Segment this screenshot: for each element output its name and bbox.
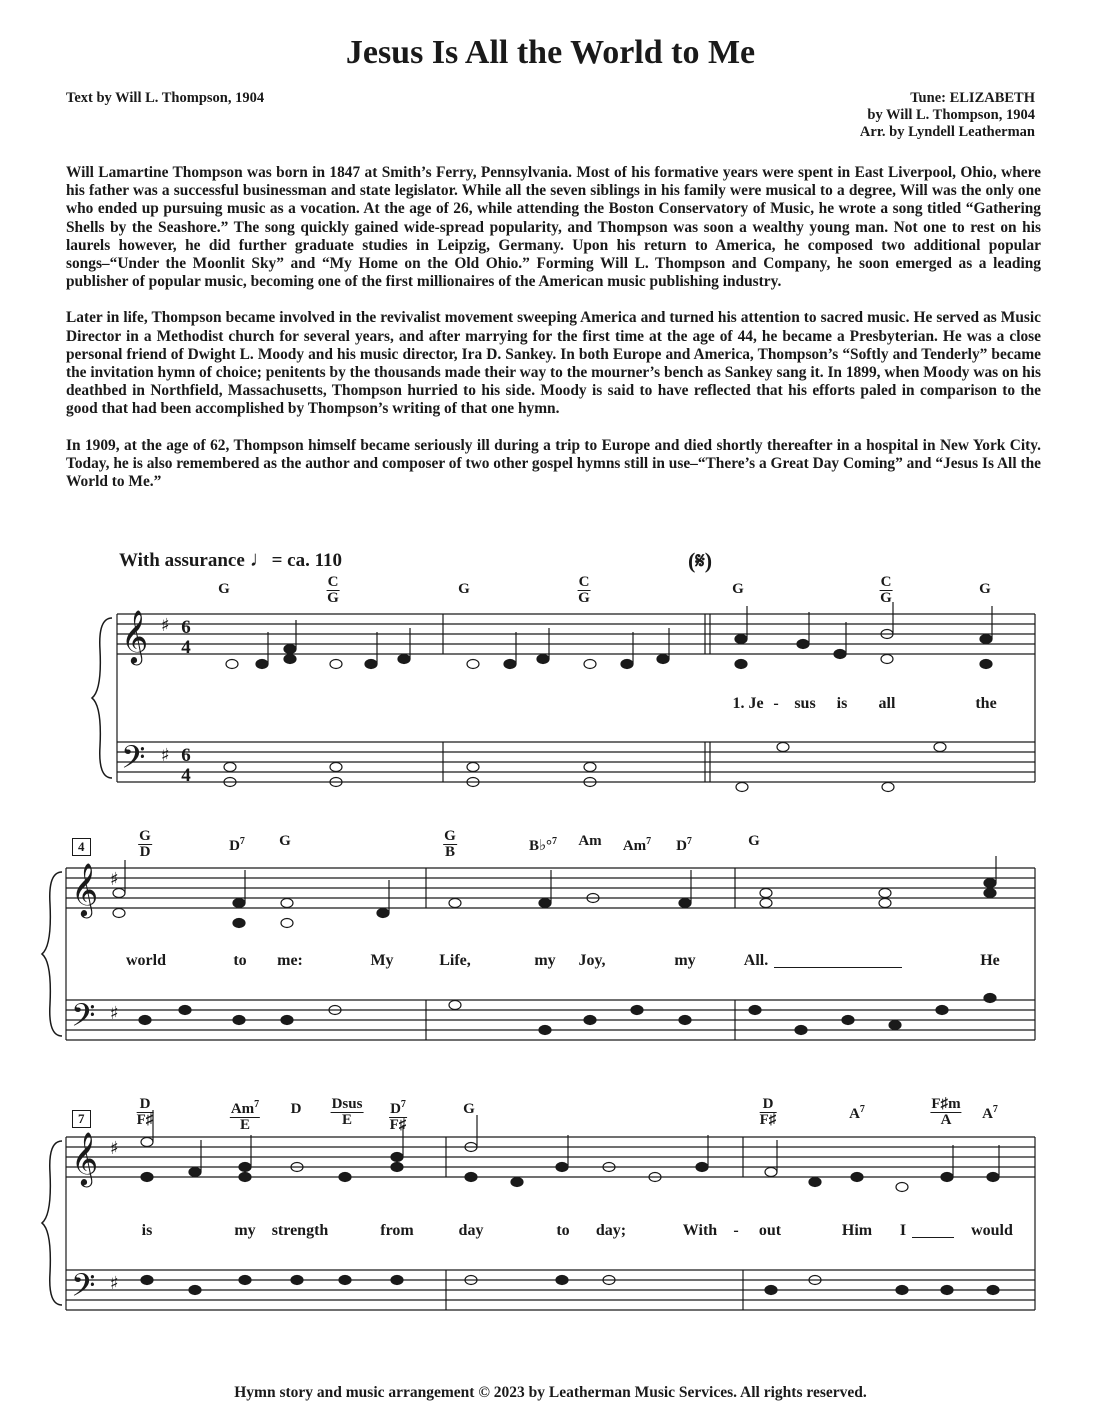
- note-head: [941, 1173, 953, 1182]
- chord-symbol: $\frac{G}{D}$: [139, 828, 151, 860]
- note-head: [735, 660, 747, 669]
- note-head: [679, 899, 691, 908]
- lyric-extender: [774, 967, 902, 968]
- chord-symbol: $\frac{D^7}{F♯}$: [389, 1099, 407, 1133]
- lyric-syllable: my: [674, 952, 696, 969]
- chord-symbol: $\frac{C}{G}$: [327, 574, 339, 606]
- chord-symbol: G: [748, 833, 760, 849]
- lyric-syllable: He: [980, 952, 1000, 969]
- system-braces: [42, 618, 112, 1305]
- lyric-syllable: My: [370, 952, 394, 969]
- key-signature-sharp-icon: ♯: [161, 615, 170, 636]
- lyric-extender: [912, 1237, 954, 1238]
- tempo-text: With assurance: [119, 550, 245, 571]
- note-head: [391, 1163, 403, 1172]
- note-head: [330, 763, 342, 772]
- note-head: [987, 1173, 999, 1182]
- note-head: [795, 1026, 807, 1035]
- story-paragraph: Later in life, Thompson became involved in the revivalist movement sweeping America and turned his attention to sacred music. He served as Music Director in a Methodist church for several years, and after marrying for the first time at the age of 44, he became a Presbyterian. He was a close personal friend of Dwight L. Moody and his music director, Ira D. Sankey. In both Europe and America, Thompson’s “Softly and Tenderly” became the invitation hymn of choice; penitents by the thousands made their way to the mourner’s bench as Sankey sang it. In 1899, when Moody was on his deathbed in Northfield, Massachusetts, Thompson hurried to his side. Moody is said to have reflected that his efforts paled in comparison to the good that had been accomplished by Thompson’s writing of that one hymn.: [66, 309, 1041, 418]
- note-head: [936, 1006, 948, 1015]
- bass-clef-icon: 𝄢: [71, 1267, 96, 1311]
- quarter-note-icon: ♩: [249, 546, 272, 571]
- story-paragraph: In 1909, at the age of 62, Thompson himself became seriously ill during a trip to Europe and died shortly thereafter in a hospital in New York City. Today, he is also remembered as the author and composer of two other gospel hymns still in use–“There’s a Great Day Coming” and “Jesus Is All the World to Me.”: [66, 436, 1041, 491]
- note-head: [984, 879, 996, 888]
- note-head: [842, 1016, 854, 1025]
- lyric-syllable: would: [971, 1222, 1013, 1239]
- system-1-staves: [117, 614, 1035, 782]
- lyric-syllable: all: [878, 695, 896, 712]
- note-head: [584, 660, 596, 669]
- note-head: [980, 660, 992, 669]
- note-head: [657, 655, 669, 664]
- note-head: [377, 909, 389, 918]
- time-signature: [181, 617, 191, 786]
- note-head: [980, 635, 992, 644]
- note-head: [233, 1016, 245, 1025]
- page-title: Jesus Is All the World to Me: [345, 34, 756, 71]
- note-head: [984, 994, 996, 1003]
- lyric-syllable: out: [758, 1222, 782, 1239]
- chord-symbol: $A^7$: [982, 1104, 998, 1122]
- chord-symbol: D: [290, 1101, 302, 1117]
- story-paragraph: Will Lamartine Thompson was born in 1847 at Smith’s Ferry, Pennsylvania. Most of his formative years were spent in East Liverpool, Ohio, where his father was a successful businessman and state legislator. While all the seven siblings in his family were musical to a degree, Will was the only one who ended up pursuing music as a vocation. At the age of 26, while attending the Boston Conservatory of Music, he wrote a song titled “Gathering Shells by the Seashore.” The song quickly gained wide-spread popularity, and Thompson was soon a wealthy young man. Not one to rest on his laurels however, he did further graduate studies in Leipzig, Germany. Upon his return to America, he composed two additional popular songs–“Under the Moonlit Sky” and “My Home on the Old Ohio.” Forming Will L. Thompson and Company, he soon emerged as a leading publisher of popular music, becoming one of the first millionaires of the American music publishing industry.: [66, 164, 1041, 291]
- note-head: [113, 909, 125, 918]
- measure-number: 7: [72, 1110, 91, 1128]
- note-head: [391, 1276, 403, 1285]
- note-head: [467, 763, 479, 772]
- lyric-syllable: is: [141, 1222, 153, 1239]
- key-signature-sharp-icon: ♯: [110, 1273, 119, 1294]
- note-head: [141, 1276, 153, 1285]
- note-head: [511, 1178, 523, 1187]
- note-head: [281, 919, 293, 928]
- note-head: [696, 1163, 708, 1172]
- lyric-syllable: Joy,: [578, 952, 606, 969]
- note-head: [797, 640, 809, 649]
- note-head: [449, 1001, 461, 1010]
- segno-sign: (𝄋): [688, 548, 713, 573]
- chord-symbol: G: [463, 1101, 475, 1117]
- note-head: [882, 783, 894, 792]
- lyric-syllable: Him: [841, 1222, 873, 1239]
- note-head: [330, 660, 342, 669]
- note-head: [556, 1276, 568, 1285]
- note-head: [239, 1163, 251, 1172]
- chord-symbol: $D^7$: [229, 836, 245, 854]
- note-head: [896, 1183, 908, 1192]
- note-head: [539, 899, 551, 908]
- note-head: [765, 1286, 777, 1295]
- lyric-syllable: to: [233, 952, 247, 969]
- lyric-syllable: Life,: [439, 952, 471, 969]
- lyric-syllable: sus: [794, 695, 816, 712]
- chord-symbol: B♭°$^7$: [528, 836, 558, 854]
- chord-symbol: G: [732, 581, 744, 597]
- note-head: [736, 783, 748, 792]
- lyric-syllable: -: [773, 695, 779, 712]
- chord-symbol: $\frac{\text{Dsus}}{E}$: [331, 1096, 363, 1128]
- note-head: [631, 1006, 643, 1015]
- lyric-syllable: my: [234, 1222, 256, 1239]
- note-head: [365, 660, 377, 669]
- notes-system-3: [141, 1138, 999, 1295]
- time-signature-bottom: 4: [181, 765, 191, 786]
- note-head: [141, 1138, 153, 1147]
- note-head: [584, 763, 596, 772]
- lyric-syllable: day: [458, 1222, 484, 1239]
- key-signature-sharp-icon: ♯: [110, 1003, 119, 1024]
- note-head: [621, 660, 633, 669]
- chord-symbol: G: [279, 833, 291, 849]
- lyric-syllable: All.: [743, 952, 769, 969]
- lyric-syllable: With: [682, 1222, 718, 1239]
- chord-symbol: Am$^7$: [622, 836, 652, 854]
- time-signature-top: 6: [181, 617, 191, 638]
- measure-number: 4: [72, 838, 91, 856]
- time-signature-bottom: 4: [181, 637, 191, 658]
- chord-symbol: $\frac{D}{F♯}$: [759, 1096, 777, 1128]
- note-head: [879, 899, 891, 908]
- note-head: [139, 1016, 151, 1025]
- note-head: [179, 1006, 191, 1015]
- note-head: [291, 1276, 303, 1285]
- note-head: [391, 1153, 403, 1162]
- chord-symbol: $\frac{G}{B}$: [444, 828, 456, 860]
- lyric-syllable: to: [556, 1222, 570, 1239]
- note-stems: [125, 602, 999, 1177]
- note-head: [679, 1016, 691, 1025]
- note-head: [465, 1173, 477, 1182]
- note-head: [113, 889, 125, 898]
- note-head: [749, 1006, 761, 1015]
- note-head: [760, 899, 772, 908]
- note-head: [449, 899, 461, 908]
- note-head: [834, 650, 846, 659]
- note-head: [934, 743, 946, 752]
- note-head: [233, 919, 245, 928]
- note-head: [281, 899, 293, 908]
- note-head: [889, 1021, 901, 1030]
- system-3-staves: [66, 1137, 1035, 1310]
- text-credit: Text by Will L. Thompson, 1904: [66, 90, 265, 106]
- note-head: [735, 635, 747, 644]
- lyric-syllable: me:: [277, 952, 303, 969]
- key-signature-sharp-icon: ♯: [110, 869, 119, 890]
- copyright-footer: Hymn story and music arrangement © 2023 by Leatherman Music Services. All rights reserved.: [234, 1384, 867, 1401]
- lyric-syllable: world: [126, 952, 166, 969]
- note-head: [896, 1286, 908, 1295]
- note-head: [765, 1168, 777, 1177]
- tempo-value: = ca. 110: [271, 550, 343, 571]
- chord-symbol: Am: [578, 833, 602, 849]
- chord-symbol: G: [458, 581, 470, 597]
- note-head: [226, 660, 238, 669]
- chord-symbol: $\frac{D}{F♯}$: [136, 1096, 154, 1128]
- lyric-syllable: is: [836, 695, 848, 712]
- note-head: [284, 655, 296, 664]
- note-head: [256, 660, 268, 669]
- tune-credit-line: Arr. by Lyndell Leatherman: [859, 124, 1035, 140]
- note-head: [189, 1286, 201, 1295]
- note-head: [339, 1173, 351, 1182]
- lyric-syllable: day;: [595, 1222, 627, 1239]
- note-head: [239, 1276, 251, 1285]
- chord-symbol: $\frac{Am^7}{E}$: [230, 1099, 260, 1133]
- lyric-syllable: the: [975, 695, 997, 712]
- chord-symbol: $\frac{F♯m}{A}$: [931, 1096, 961, 1128]
- lyric-syllable: strength: [271, 1222, 329, 1239]
- bass-clef-icon: 𝄢: [71, 997, 96, 1041]
- note-head: [141, 1173, 153, 1182]
- note-head: [281, 1016, 293, 1025]
- chord-symbol: $\frac{C}{G}$: [880, 574, 892, 606]
- chord-symbol: $A^7$: [849, 1104, 865, 1122]
- note-head: [398, 655, 410, 664]
- lyric-syllable: my: [534, 952, 556, 969]
- lyric-syllable: -: [733, 1222, 739, 1239]
- chord-symbol: $\frac{C}{G}$: [578, 574, 590, 606]
- note-head: [984, 889, 996, 898]
- note-head: [809, 1178, 821, 1187]
- note-head: [189, 1168, 201, 1177]
- note-head: [879, 889, 891, 898]
- treble-clef-icon: 𝄞: [121, 609, 149, 663]
- note-head: [987, 1286, 999, 1295]
- note-head: [941, 1286, 953, 1295]
- treble-clef-icon: 𝄞: [71, 862, 99, 916]
- note-head: [339, 1276, 351, 1285]
- bass-clef-icon: 𝄢: [121, 739, 146, 783]
- note-head: [467, 660, 479, 669]
- key-signature-sharp-icon: ♯: [110, 1138, 119, 1159]
- tune-credit-line: Tune: ELIZABETH: [910, 90, 1035, 106]
- lyric-syllable: I: [899, 1222, 907, 1239]
- chord-symbol: G: [979, 581, 991, 597]
- lyric-syllable: 1. Je: [732, 695, 764, 712]
- note-head: [760, 889, 772, 898]
- note-head: [537, 655, 549, 664]
- note-head: [556, 1163, 568, 1172]
- lyric-syllable: from: [380, 1222, 414, 1239]
- note-head: [881, 655, 893, 664]
- note-head: [851, 1173, 863, 1182]
- time-signature-top: 6: [181, 745, 191, 766]
- note-head: [777, 743, 789, 752]
- note-head: [284, 645, 296, 654]
- chord-symbol: $D^7$: [676, 836, 692, 854]
- key-signature-sharp-icon: ♯: [161, 745, 170, 766]
- tune-credit-line: by Will L. Thompson, 1904: [867, 107, 1035, 123]
- chord-symbol: G: [218, 581, 230, 597]
- treble-clef-icon: 𝄞: [71, 1131, 99, 1185]
- note-head: [233, 899, 245, 908]
- note-head: [584, 1016, 596, 1025]
- note-head: [224, 763, 236, 772]
- note-head: [504, 660, 516, 669]
- note-head: [539, 1026, 551, 1035]
- note-head: [239, 1173, 251, 1182]
